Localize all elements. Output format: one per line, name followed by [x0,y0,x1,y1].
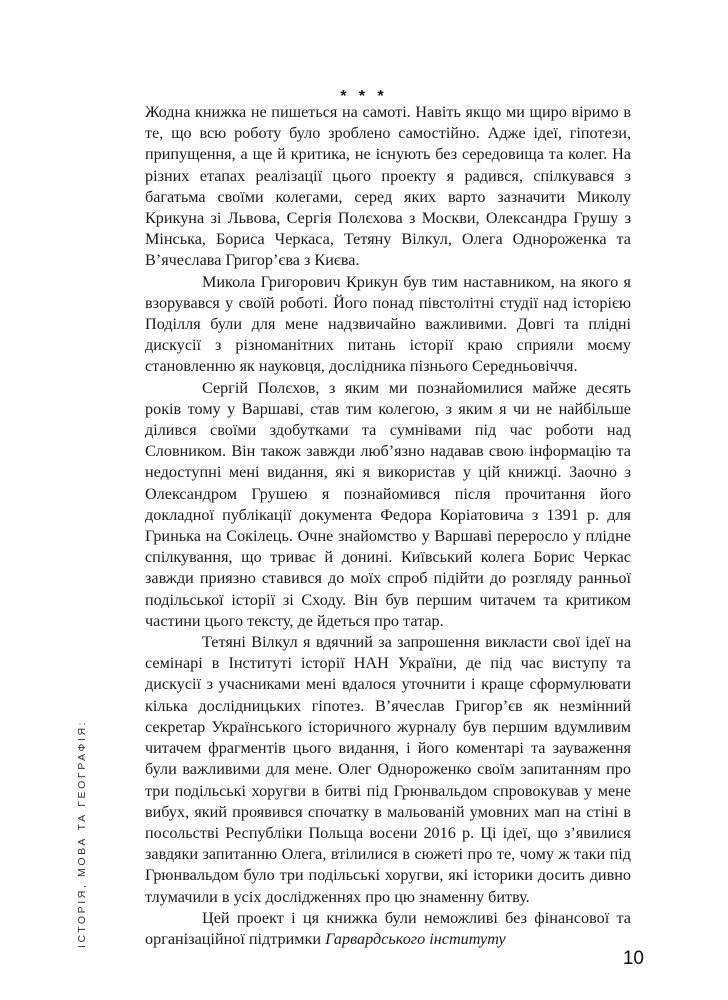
paragraph-1: Жодна книжка не пишеться на самоті. Навіть якщо ми щиро віримо в те, що всю роботу було зроблено самостійно. Адже ідеї, гіпотези, припущення, а ще й критика, не існують без середовища та колег. На різних етапах реалізації цього проекту я радився, спілкувався з багатьма своїми колегами, серед яких варто зазначити Миколу Крикуна зі Львова, Сергія Полєхова з Москви, Олександра Грушу з Мінська, Бориса Черкаса, Тетяну Вілкул, Олега Однороженка та В’ячеслава Григор’єва з Києва. [145,103,631,270]
paragraph-2: Микола Григорович Крикун був тим наставником, на якого я взорувався у своїй роботі. Його понад півстолітні студії над історією Поділля були для мене надзвичайно важливими. Довгі та плідні дискусії з різноманітних питань історії краю сприяли моєму становленню як науковця, дослідника пізнього Середньовіччя. [145,272,631,376]
paragraph-3: Сергій Полєхов, з яким ми познайомилися майже десять років тому у Варшаві, став тим колегою, з яким я чи не найбільше ділився своїми здобутками та сумнівами під час роботи над Словником. Він також завжди люб’язно надавав свою інформацію та недоступні мені видання, які я використав у цій книжці. Заочно з Олександром Грушею я познайомився після прочитання його докладної публікації документа Федора Коріатовича з 1391 р. для Гринька на Сокілець. Очне знайомство у Варшаві переросло у плідне спілкування, що триває й донині. Київський колега Борис Черкас завжди приязно ставився до моїх спроб підійти до розгляду ранньої подільської історії зі Сходу. Він був першим читачем та критиком частини цього тексту, де йдеться про татар. [145,378,631,630]
side-running-head: ІСТОРІЯ, МОВА ТА ГЕОГРАФІЯ: [76,719,88,948]
page-number: 10 [622,948,644,969]
section-ornament: * * * [340,88,388,105]
main-text [145,102,631,950]
paragraph-5-italic: Гарвардського інституту [325,929,506,948]
paragraph-4: Тетяні Вілкул я вдячний за запрошення викласти свої ідеї на семінарі в Інституті історії НАН України, де під час виступу та дискусії з учасниками мені вдалося уточнити і краще сформулювати кілька дослідницьких гіпотез. В’ячеслав Григор’єв як незмінний секретар Українського історичного журналу був першим вдумливим читачем фрагментів цього видання, і його коментарі та зауваження були важливими для мене. Олег Однороженко своїм запитанням про три подільські хоругви в битві під Грюнвальдом спровокував у мене вибух, який проявився спочатку в мальованій умовних мап на стіні в посольстві Республіки Польща восени 2016 р. Ці ідеї, що з’явилися завдяки запитанню Олега, втілилися в сюжеті про те, чому ж таки під Грюнвальдом було три подільські хоругви, які історики досить дивно тлумачили в усіх дослідженнях про цю знаменну битву. [145,633,631,906]
paragraph-5-text: Цей проект і ця книжка були неможливі без фінансової та організаційної підтримки [145,908,631,948]
paragraph-5 [145,908,631,950]
